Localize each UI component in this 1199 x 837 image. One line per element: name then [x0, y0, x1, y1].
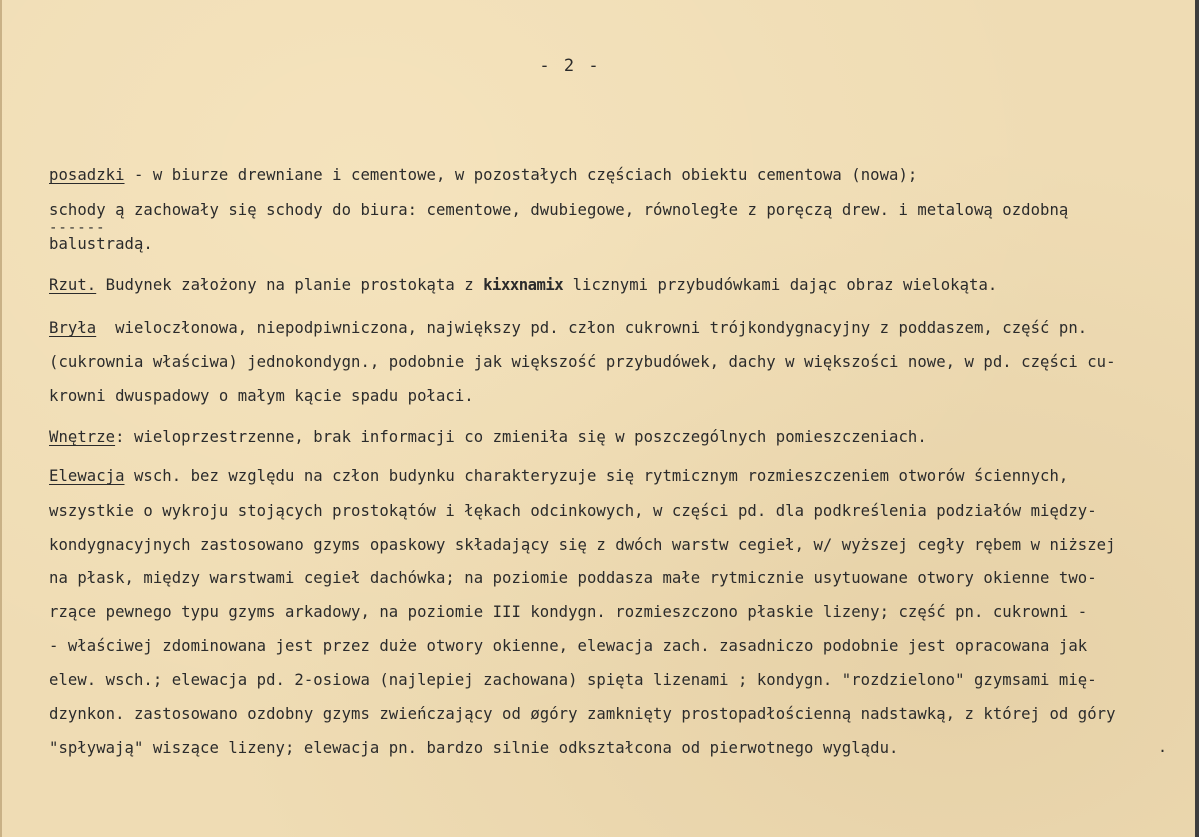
line-elewacja-8: dzynkon. zastosowano ozdobny gzyms zwieńczający od øgóry zamknięty prostopadłościenną nadstawką, z której od góry — [49, 705, 1116, 723]
line-elewacja-6: - właściwej zdominowana jest przez duże otwory okienne, elewacja zach. zasadniczo podobnie jest opracowana jak — [49, 637, 1088, 655]
line-posadzki — [49, 166, 917, 184]
line-wnetrze — [49, 428, 927, 446]
label-elewacja: Elewacja — [49, 467, 125, 485]
line-elewacja-7: elew. wsch.; elewacja pd. 2-osiowa (najlepiej zachowana) spięta lizenami ; kondygn. "rozdzielono" gzymsami mię- — [49, 671, 1097, 689]
line-rzut — [49, 276, 997, 294]
text-rzut-before: Budynek założony na planie prostokąta z — [96, 276, 484, 294]
schody-underline-dashes: ------ — [49, 220, 106, 236]
line-elewacja-4: na płask, między warstwami cegieł dachówka; na poziomie poddasza małe rytmicznie usytuowane otwory okienne two- — [49, 569, 1097, 587]
text-rzut-after: licznymi przybudówkami dając obraz wielokąta. — [563, 276, 998, 294]
line-elewacja-3: kondygnacyjnych zastosowano gzyms opaskowy składający się z dwóch warstw cegieł, w/ wyższej cegły rębem w niższej — [49, 536, 1116, 554]
text-wnetrze: : wieloprzestrzenne, brak informacji co zmieniła się w poszczególnych pomieszczeniach. — [115, 428, 927, 446]
label-schody: schody — [49, 201, 106, 219]
text-schody: ą zachowały się schody do biura: cementowe, dwubiegowe, równoległe z poręczą drew. i metalową ozdobną — [105, 201, 1069, 219]
line-bryla-2: (cukrownia właściwa) jednokondygn., podobnie jak większość przybudówek, dachy w większości nowe, w pd. części cu- — [49, 353, 1116, 371]
label-bryla: Bryła — [49, 319, 97, 337]
line-elewacja — [49, 467, 1068, 485]
line-bryla — [49, 319, 1087, 337]
text-bryla: wieloczłonowa, niepodpiwniczona, największy pd. człon cukrowni trójkondygnacyjny z poddaszem, część pn. — [96, 319, 1088, 337]
label-wnetrze: Wnętrze — [49, 428, 116, 446]
line-schody — [49, 201, 1068, 219]
line-balustrada: balustradą. — [49, 235, 153, 253]
struck-word: kixxnamix — [483, 276, 564, 294]
line-elewacja-9: "spływają" wiszące lizeny; elewacja pn. bardzo silnie odkształcona od pierwotnego wyglądu. — [49, 739, 899, 757]
label-posadzki: posadzki — [49, 166, 125, 184]
text-posadzki: - w biurze drewniane i cementowe, w pozostałych częściach obiektu cementowa (nowa); — [124, 166, 918, 184]
page-number: - 2 - — [539, 56, 601, 76]
trailing-dot: . — [1158, 738, 1168, 756]
line-elewacja-2: wszystkie o wykroju stojących prostokątów i łękach odcinkowych, w części pd. dla podkreślenia podziałów między- — [49, 502, 1097, 520]
text-elewacja: wsch. bez względu na człon budynku charakteryzuje się rytmicznym rozmieszczeniem otworów ściennych, — [124, 467, 1069, 485]
page-right-edge — [1195, 0, 1199, 837]
page-left-edge — [0, 0, 2, 837]
line-bryla-3: krowni dwuspadowy o małym kącie spadu połaci. — [49, 387, 474, 405]
line-elewacja-5: rzące pewnego typu gzyms arkadowy, na poziomie III kondygn. rozmieszczono płaskie lizeny; część pn. cukrowni - — [49, 603, 1088, 621]
label-rzut: Rzut. — [49, 276, 97, 294]
